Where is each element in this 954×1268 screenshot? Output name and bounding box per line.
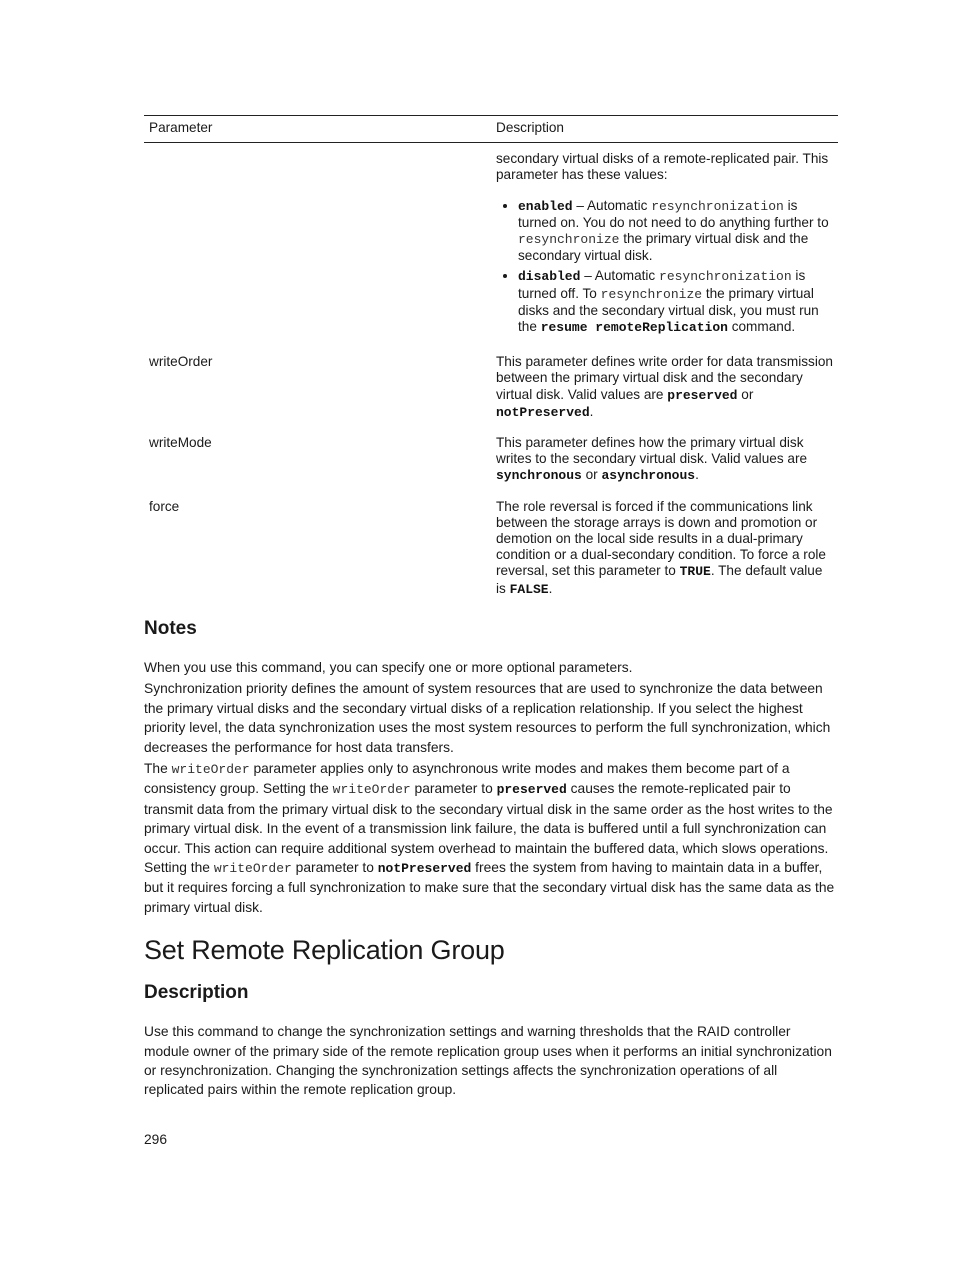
param-cell-empty <box>144 143 491 347</box>
value: TRUE <box>679 564 711 580</box>
text: . <box>589 403 594 419</box>
text: or <box>581 467 602 483</box>
text: command. <box>727 319 796 335</box>
text: . <box>548 580 553 596</box>
text: . <box>695 467 699 483</box>
text: This parameter defines write order for data transmission between the primary virtual disk and the secondary virtual disk. Valid values are <box>496 354 833 402</box>
param-name: force <box>149 498 180 514</box>
text: is turned on. You do not need to do anything further to <box>518 197 829 230</box>
header-description: Description <box>491 116 838 143</box>
description-paragraph: Use this command to change the synchronization settings and warning thresholds that the RAID controller module owner of the primary side of the remote replication group uses when it performs an initial synchronization or resynchronization. Changing the synchronization settings affects the synchronization operations of all replicated pairs within the remote replication group. <box>144 1024 832 1098</box>
notes-paragraph: When you use this command, you can specify one or more optional parameters. <box>144 659 633 675</box>
value: synchronous <box>496 468 582 484</box>
value: preserved <box>667 387 738 403</box>
row-intro: secondary virtual disks of a remote-replicated pair. This parameter has these values: <box>496 151 829 183</box>
code-resynchronize: resynchronize <box>600 286 703 302</box>
table-row <box>144 346 838 427</box>
text: the primary virtual disk and the secondary virtual disk. <box>518 231 809 264</box>
page-content <box>144 115 838 1100</box>
text: is turned off. To <box>518 268 806 301</box>
param-name: writeMode <box>149 435 212 451</box>
header-parameter: Parameter <box>144 116 491 143</box>
page-number: 296 <box>144 1132 168 1147</box>
text: The <box>144 760 172 776</box>
table-row <box>144 491 838 604</box>
text: The role reversal is forced if the communications link between the storage arrays is down and promotion or demotion on the local side results in a dual-primary condition or a dual-secondary condition. To force a role reversal, set this parameter to <box>496 498 826 579</box>
text: parameter to <box>410 781 497 797</box>
parameter-table <box>144 115 838 604</box>
text: . The default value is <box>496 563 823 596</box>
code-writeorder: writeOrder <box>171 761 250 777</box>
code-resynchronize: resynchronize <box>518 232 620 248</box>
description-cell <box>491 491 838 604</box>
text: – Automatic <box>572 197 652 213</box>
notes-paragraph: Synchronization priority defines the amount of system resources that are used to synchronize the data between the primary virtual disks and the secondary virtual disks of a replication relationship. If you select the highest priority level, the data synchronization uses the most system resources to perform the full synchronization, which decreases the performance for host data transfers. <box>144 681 831 755</box>
code-writeorder: writeOrder <box>332 782 411 798</box>
text: parameter applies only to asynchronous write modes and makes them become part of a consistency group. Setting the <box>144 760 790 797</box>
code-resynchronization: resynchronization <box>659 269 792 285</box>
code-writeorder: writeOrder <box>213 860 292 876</box>
text: – Automatic <box>580 268 660 284</box>
value: notPreserved <box>496 404 590 420</box>
table-row <box>144 427 838 491</box>
text: the primary virtual disks and the secondary virtual disk, you must run the <box>518 285 819 335</box>
values-list <box>496 198 833 337</box>
text: frees the system from having to maintain data in a buffer, but it requires forcing a full synchronization to make sure that the secondary virtual disk has the same data as the primary virtual disk. <box>144 859 835 915</box>
list-item <box>518 198 833 265</box>
value-notpreserved: notPreserved <box>377 860 472 876</box>
text: causes the remote-replicated pair to transmit data from the primary virtual disk to the secondary virtual disk in the same order as the host writes to the primary virtual disk. In the event of a transmission link failure, the data is buffered until a full synchronization can occur. This action can require additional system overhead to maintain the buffered data, which slows operations. Setting the <box>144 781 833 875</box>
description-cell <box>491 427 838 491</box>
list-item <box>518 268 833 336</box>
value-preserved: preserved <box>496 782 567 798</box>
notes-heading: Notes <box>144 617 197 639</box>
command-resume: resume remoteReplication <box>540 320 728 336</box>
text: parameter to <box>291 859 378 875</box>
description-cell <box>491 143 838 347</box>
text: This parameter defines how the primary virtual disk writes to the secondary virtual disk. Valid values are <box>496 435 808 467</box>
table-header-row <box>144 116 838 143</box>
param-name: writeOrder <box>149 354 213 370</box>
value: asynchronous <box>601 468 696 484</box>
description-heading: Description <box>144 982 249 1004</box>
value-disabled: disabled <box>518 269 581 285</box>
code-resynchronization: resynchronization <box>651 198 784 214</box>
notes-paragraph <box>144 759 838 917</box>
table-row <box>144 143 838 347</box>
section-title: Set Remote Replication Group <box>144 935 505 966</box>
value: FALSE <box>509 581 549 597</box>
text: or <box>737 386 754 402</box>
description-cell <box>491 346 838 427</box>
value-enabled: enabled <box>518 198 573 214</box>
